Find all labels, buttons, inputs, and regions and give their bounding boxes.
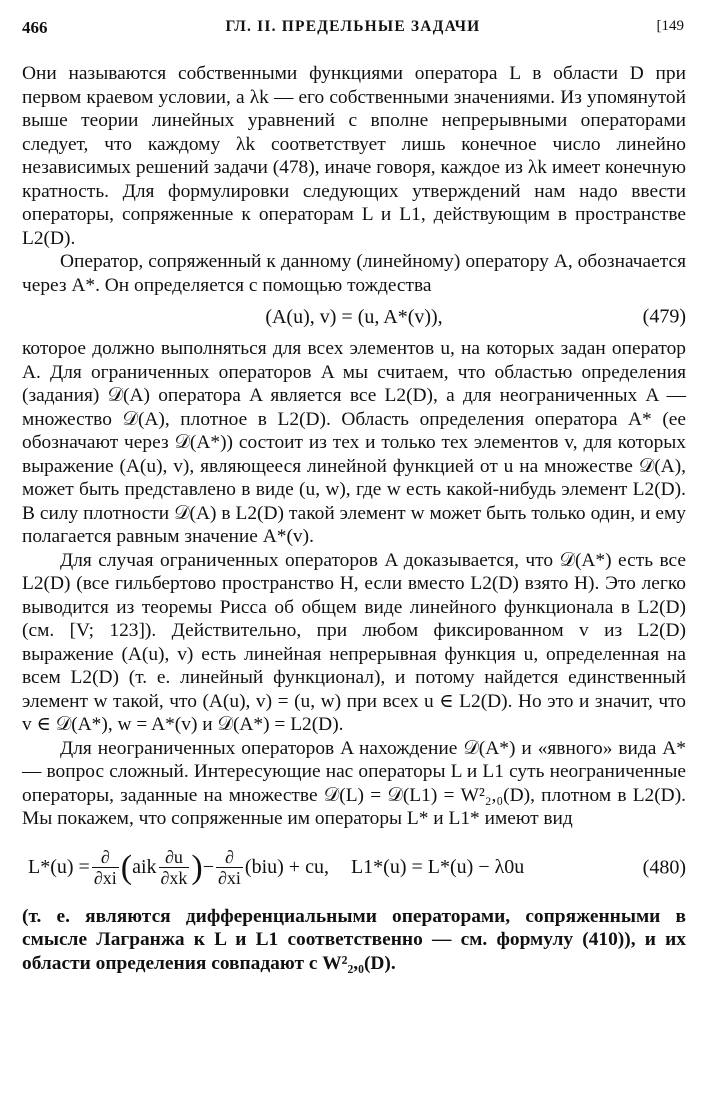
page-body — [22, 62, 686, 975]
eq480-frac-2 — [159, 847, 190, 888]
paragraph-2: Оператор, сопряженный к данному (линейному) оператору A, обозначается через A*. Он определяется с помощью тождества — [22, 251, 686, 296]
eq480-term2: (biu) + cu, — [244, 856, 329, 878]
eq480-rhs: L1*(u) = L*(u) − λ0u — [350, 856, 525, 878]
equation-479-number: (479) — [642, 305, 686, 328]
paragraph-5: Для неограниченных операторов A нахождение 𝒟(A*) и «явного» вида A* — вопрос сложный. Интересующие нас операторы L и L1 суть неограниченные операторы, заданные на множестве 𝒟(L) = 𝒟(L1) = W²₂,₀(D), плотном в L2(D). Мы покажем, что сопряженные им операторы L* и L1* имеют вид — [22, 737, 686, 829]
paragraph-1: Они называются собственными функциями оператора L в области D при первом краевом условии, а λk — его собственными значениями. Из упомянутой выше теории линейных уравнений с вполне непрерывными операторами следует, что каждому λk соответствует лишь конечное число линейно независимых решений задачи (478), иначе говоря, каждое из λk имеет конечную кратность. Для формулировки следующих утверждений нам надо ввести операторы, сопряженные к операторам L и L1, действующим в пространстве L2(D). — [22, 63, 686, 249]
eq480-coef: aik — [132, 856, 157, 878]
equation-479 — [22, 297, 686, 337]
eq480-frac-1 — [92, 847, 119, 888]
eq480-frac-3-num: ∂ — [225, 847, 234, 867]
section-number: [149 — [656, 18, 684, 34]
eq480-frac-1-den: ∂xi — [93, 868, 117, 888]
running-header — [22, 18, 684, 44]
eq480-lhs: L*(u) = — [28, 856, 90, 878]
paragraph-6: (т. е. являются дифференциальными операторами, сопряженными в смысле Лагранжа к L и L1 соответственно — см. формулу (410)), и их области определения совпадают с W²₂,₀(D). — [22, 905, 686, 974]
equation-480 — [22, 831, 686, 905]
equation-480-number: (480) — [642, 856, 686, 878]
paragraph-4: Для случая ограниченных операторов A доказывается, что 𝒟(A*) есть все L2(D) (все гильбертово пространство H, если вместо L2(D) взято H). Это легко выводится из теоремы Рисса об общем виде линейного функционала в L2(D) (см. [V; 123]). Действительно, при любом фиксированном v из L2(D) выражение (A(u), v) есть линейная непрерывная функция u, определенная на всем L2(D) (т. е. линейный функционал), и потому найдется единственный элемент w такой, что (A(u), v) = (u, w) при всех u ∈ L2(D). Но это и значит, что v ∈ 𝒟(A*), w = A*(v) и 𝒟(A*) = L2(D). — [22, 549, 686, 735]
left-paren: ( — [120, 848, 133, 886]
chapter-title: ГЛ. II. ПРЕДЕЛЬНЫЕ ЗАДАЧИ — [225, 18, 481, 35]
eq480-frac-3 — [216, 847, 243, 888]
eq480-minus: − — [202, 856, 215, 878]
eq480-frac-3-den: ∂xi — [218, 868, 241, 888]
eq480-frac-1-num: ∂ — [100, 847, 110, 867]
page-number: 466 — [22, 18, 48, 37]
right-paren: ) — [191, 848, 203, 886]
equation-479-body: (A(u), v) = (u, A*(v)), — [265, 305, 443, 328]
eq480-frac-2-num: ∂u — [165, 847, 183, 867]
eq480-frac-2-den: ∂xk — [160, 868, 188, 888]
paragraph-3: которое должно выполняться для всех элементов u, на которых задан оператор A. Для ограниченных операторов A мы считаем, что областью определения (задания) 𝒟(A) оператора A является все L2(D), а для неограниченных A — множество 𝒟(A), плотное в L2(D). Область определения оператора A* (ее обозначают через 𝒟(A*)) состоит из тех и только тех элементов v, для которых выражение (A(u), v), являющееся линейной функцией от u на множестве 𝒟(A), может быть представлено в виде (u, w), где w есть какой-нибудь элемент L2(D). В силу плотности 𝒟(A) в L2(D) такой элемент w может быть только один, и ему полагается равным значение A*(v). — [22, 338, 686, 547]
